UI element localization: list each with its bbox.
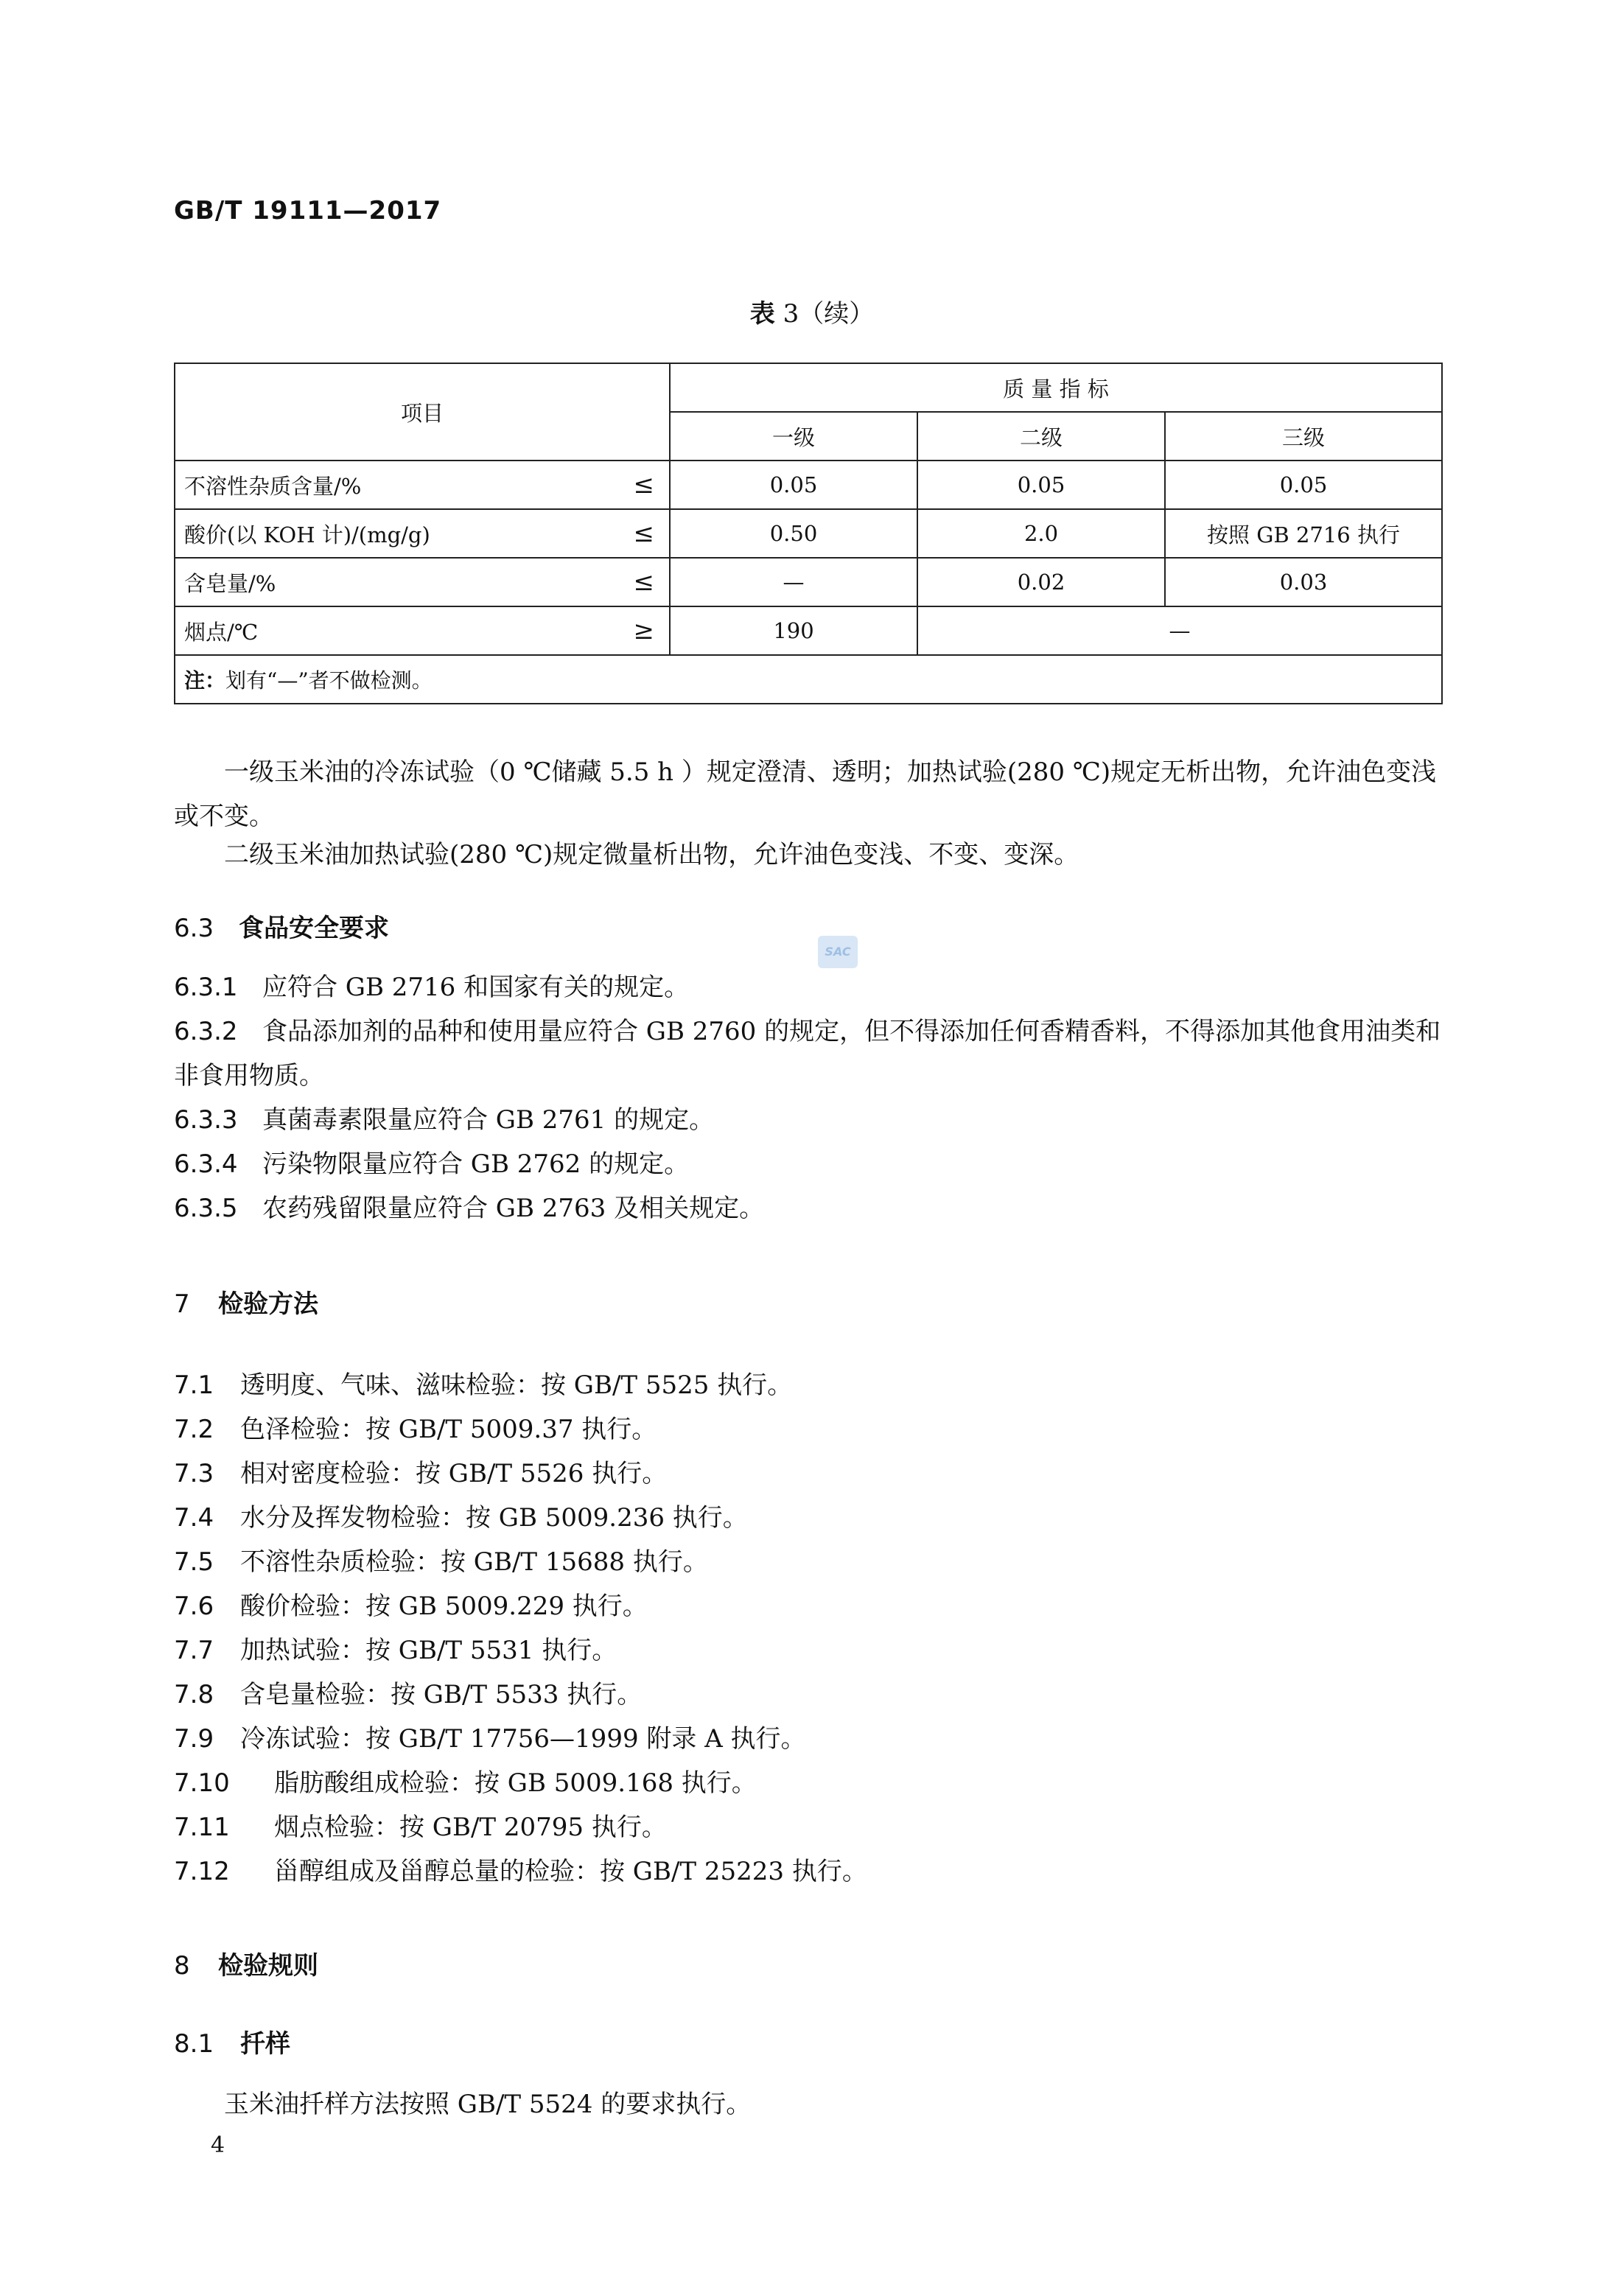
quality-index-header: 质 量 指 标 xyxy=(670,363,1442,412)
table-cell: 0.05 xyxy=(670,461,917,509)
limit-symbol: ≤ xyxy=(633,519,654,548)
grade-header: 二级 xyxy=(917,412,1165,461)
page-number: 4 xyxy=(211,2132,225,2158)
table-cell: 2.0 xyxy=(917,509,1165,558)
clause-number: 7.3 xyxy=(174,1459,214,1488)
table-row xyxy=(175,509,1442,558)
table-cell: 190 xyxy=(670,606,917,655)
clause-7-5 xyxy=(174,1540,1441,1584)
clause-text: 污染物限量应符合 GB 2762 的规定。 xyxy=(262,1149,690,1179)
clause-number: 6.3.5 xyxy=(174,1194,238,1223)
clause-text: 甾醇组成及甾醇总量的检验：按 GB/T 25223 执行。 xyxy=(274,1857,867,1886)
row-item-label: 含皂量/% xyxy=(184,570,276,596)
table-note-row xyxy=(175,655,1442,704)
clause-6-3-5 xyxy=(174,1186,1441,1230)
clause-6-3-4 xyxy=(174,1142,1441,1186)
section-title: 扦样 xyxy=(240,2029,290,2059)
clause-number: 7.12 xyxy=(174,1857,230,1886)
clause-7-12 xyxy=(174,1849,1441,1894)
table-note xyxy=(175,655,1442,704)
clause-text: 冷冻试验：按 GB/T 17756—1999 附录 A 执行。 xyxy=(240,1724,806,1754)
note-label: 注： xyxy=(184,668,226,693)
row-item xyxy=(175,558,670,606)
clause-6-3-2 xyxy=(174,1009,1441,1098)
table-row xyxy=(175,461,1442,509)
table-title xyxy=(0,293,1624,329)
limit-symbol: ≥ xyxy=(633,616,654,645)
table-cell: — xyxy=(670,558,917,606)
clause-7-9 xyxy=(174,1717,1441,1761)
clause-number: 6.3.2 xyxy=(174,1017,238,1046)
paragraph-grade2: 二级玉米油加热试验(280 ℃)规定微量析出物，允许油色变浅、不变、变深。 xyxy=(224,840,1079,869)
note-text: 划有“—”者不做检测。 xyxy=(225,668,433,693)
clause-7-1 xyxy=(174,1363,1441,1407)
paragraph-sampling: 玉米油扦样方法按照 GB/T 5524 的要求执行。 xyxy=(224,2090,752,2119)
clause-text: 烟点检验：按 GB/T 20795 执行。 xyxy=(274,1813,667,1842)
table-cell: 0.03 xyxy=(1165,558,1442,606)
clause-text: 食品添加剂的品种和使用量应符合 GB 2760 的规定，但不得添加任何香精香料，不得添加其他食用油类和非食用物质。 xyxy=(174,1017,1441,1091)
clause-7-4 xyxy=(174,1496,1441,1540)
clause-number: 7.9 xyxy=(174,1724,214,1754)
section-number: 7 xyxy=(174,1289,190,1319)
table-cell: 0.05 xyxy=(917,461,1165,509)
clause-text: 脂肪酸组成检验：按 GB 5009.168 执行。 xyxy=(274,1768,757,1798)
clause-number: 6.3.3 xyxy=(174,1105,238,1135)
section-heading-6-3 xyxy=(174,908,389,944)
table-cell: 0.05 xyxy=(1165,461,1442,509)
clause-number: 7.1 xyxy=(174,1370,214,1400)
clause-7-10 xyxy=(174,1761,1441,1805)
clause-6-3-1 xyxy=(174,965,1441,1009)
table-title-rest: 3（续） xyxy=(774,299,875,329)
row-item-label: 烟点/℃ xyxy=(184,619,259,645)
section-title: 检验规则 xyxy=(218,1951,318,1981)
table-cell: 0.50 xyxy=(670,509,917,558)
clause-7-7 xyxy=(174,1628,1441,1673)
section-title: 食品安全要求 xyxy=(239,914,389,943)
row-item-label: 不溶性杂质含量/% xyxy=(184,473,362,499)
table-row xyxy=(175,558,1442,606)
clause-text: 含皂量检验：按 GB/T 5533 执行。 xyxy=(240,1680,643,1709)
clause-number: 7.6 xyxy=(174,1592,214,1621)
limit-symbol: ≤ xyxy=(633,470,654,500)
clause-number: 7.5 xyxy=(174,1547,214,1577)
table-title-label: 表 xyxy=(749,299,775,329)
table-row xyxy=(175,606,1442,655)
section-heading-7 xyxy=(174,1284,318,1320)
clause-text: 不溶性杂质检验：按 GB/T 15688 执行。 xyxy=(240,1547,708,1577)
quality-index-table xyxy=(174,363,1443,704)
limit-symbol: ≤ xyxy=(633,567,654,597)
table-cell: 0.02 xyxy=(917,558,1165,606)
clause-7-8 xyxy=(174,1673,1441,1717)
clause-7-6 xyxy=(174,1584,1441,1628)
clause-number: 7.10 xyxy=(174,1768,230,1798)
clause-number: 6.3.4 xyxy=(174,1149,238,1179)
clause-text: 农药残留限量应符合 GB 2763 及相关规定。 xyxy=(262,1194,765,1223)
section-number: 6.3 xyxy=(174,914,214,943)
clause-number: 7.4 xyxy=(174,1503,214,1533)
row-item xyxy=(175,509,670,558)
row-item-label: 酸价(以 KOH 计)/(mg/g) xyxy=(184,522,430,547)
clause-text: 应符合 GB 2716 和国家有关的规定。 xyxy=(262,973,690,1002)
clause-number: 7.7 xyxy=(174,1636,214,1665)
clause-text: 加热试验：按 GB/T 5531 执行。 xyxy=(240,1636,617,1665)
item-header: 项目 xyxy=(175,363,670,461)
paragraph-grade1: 一级玉米油的冷冻试验（0 ℃储藏 5.5 h ）规定澄清、透明；加热试验(280 ℃)规定无析出物，允许油色变浅或不变。 xyxy=(174,757,1437,831)
section-number: 8 xyxy=(174,1951,190,1981)
row-item xyxy=(175,461,670,509)
clause-6-3-3 xyxy=(174,1098,1441,1142)
sac-watermark-logo: SAC xyxy=(818,936,858,968)
clause-text: 酸价检验：按 GB 5009.229 执行。 xyxy=(240,1592,648,1621)
standard-code: GB/T 19111—2017 xyxy=(174,196,442,225)
section-heading-8-1 xyxy=(174,2023,290,2059)
grade-header: 一级 xyxy=(670,412,917,461)
clause-number: 7.11 xyxy=(174,1813,230,1842)
clause-number: 7.2 xyxy=(174,1415,214,1444)
clause-7-3 xyxy=(174,1452,1441,1496)
clause-text: 相对密度检验：按 GB/T 5526 执行。 xyxy=(240,1459,668,1488)
section-title: 检验方法 xyxy=(218,1289,318,1319)
clause-number: 6.3.1 xyxy=(174,973,238,1002)
table-cell: 按照 GB 2716 执行 xyxy=(1165,509,1442,558)
clause-text: 透明度、气味、滋味检验：按 GB/T 5525 执行。 xyxy=(240,1370,793,1400)
row-item xyxy=(175,606,670,655)
grade-header: 三级 xyxy=(1165,412,1442,461)
table-header-row xyxy=(175,363,1442,412)
clause-7-11 xyxy=(174,1805,1441,1849)
clause-number: 7.8 xyxy=(174,1680,214,1709)
clause-text: 真菌毒素限量应符合 GB 2761 的规定。 xyxy=(262,1105,715,1135)
clause-text: 色泽检验：按 GB/T 5009.37 执行。 xyxy=(240,1415,657,1444)
clause-text: 水分及挥发物检验：按 GB 5009.236 执行。 xyxy=(240,1503,748,1533)
section-heading-8 xyxy=(174,1945,318,1981)
table-cell: — xyxy=(917,606,1442,655)
section-number: 8.1 xyxy=(174,2029,214,2059)
clause-7-2 xyxy=(174,1407,1441,1452)
